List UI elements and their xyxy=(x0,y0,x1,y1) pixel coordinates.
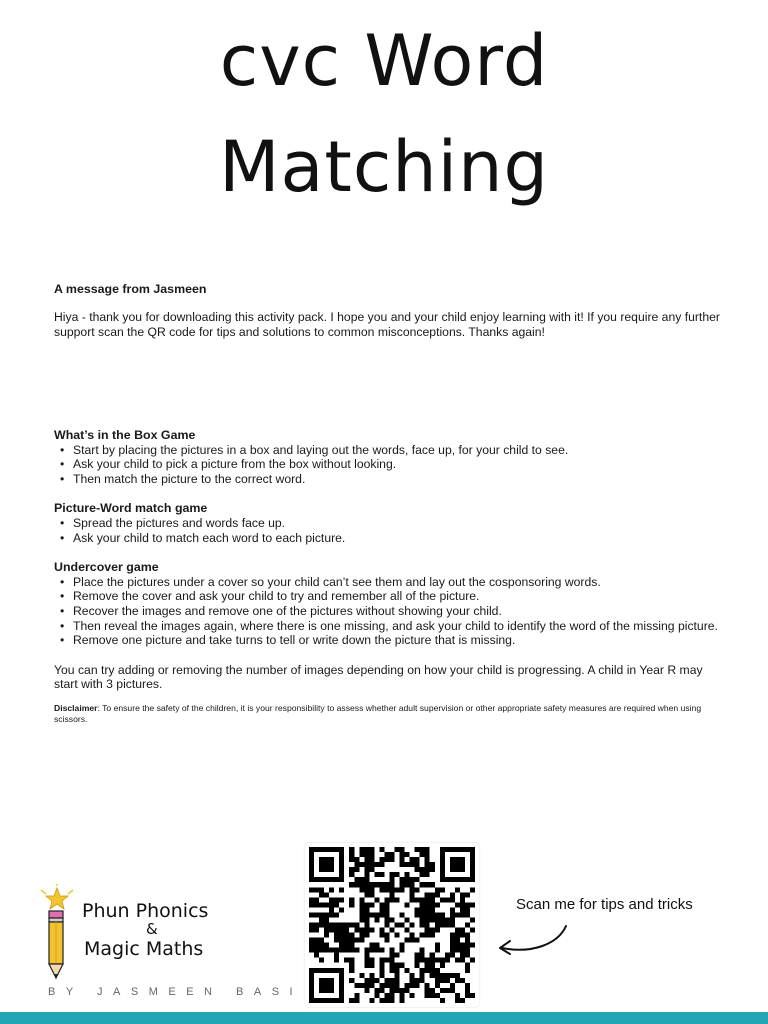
brand-name-line-1: Phun Phonics xyxy=(82,900,209,922)
message-heading: A message from Jasmeen xyxy=(54,282,207,296)
game-section-box xyxy=(54,428,726,486)
page-title-line-1: cvc Word xyxy=(219,20,549,102)
section-heading: Undercover game xyxy=(54,560,159,575)
disclaimer xyxy=(54,703,726,725)
instruction-list xyxy=(54,443,726,487)
star-icon xyxy=(41,884,73,909)
list-item: • Remove the cover and ask your child to try and remember all of the picture. xyxy=(54,589,726,604)
games-instructions xyxy=(54,428,726,725)
instruction-list xyxy=(54,575,726,648)
disclaimer-text: : To ensure the safety of the children, it is your responsibility to assess whether adult supervision or other appropriate safety measures are required when using scissors. xyxy=(54,702,702,724)
message-body: Hiya - thank you for downloading this activity pack. I hope you and your child enjoy learning with it! If you require any further support scan the QR code for tips and solutions to common misconceptions. Thanks again! xyxy=(54,310,720,339)
progress-note: You can try adding or removing the number of images depending on how your child is progressing. A child in Year R may start with 3 pictures. xyxy=(54,662,703,692)
list-item: • Then match the picture to the correct word. xyxy=(54,472,726,487)
brand-byline: BY JASMEEN BASI xyxy=(48,986,304,998)
brand-name-line-2: Magic Maths xyxy=(84,938,204,960)
qr-code[interactable] xyxy=(305,843,479,1007)
page-title-line-2: Matching xyxy=(219,126,549,208)
footer-bar xyxy=(0,1012,768,1024)
section-heading: What’s in the Box Game xyxy=(54,428,196,442)
list-item: • Recover the images and remove one of the pictures without showing your child. xyxy=(54,604,726,619)
game-section-picture-word xyxy=(54,501,726,545)
scan-caption: Scan me for tips and tricks xyxy=(516,896,693,913)
list-item: • Place the pictures under a cover so your child can’t see them and lay out the cosponsoring words. xyxy=(54,575,726,590)
section-heading: Picture-Word match game xyxy=(54,501,208,516)
brand-logo xyxy=(36,882,304,1002)
disclaimer-label: Disclaimer xyxy=(54,702,98,713)
brand-ampersand: & xyxy=(146,920,158,938)
list-item: • Start by placing the pictures in a box and laying out the words, face up, for your child to see. xyxy=(54,443,726,458)
list-item: • Remove one picture and take turns to tell or write down the picture that is missing. xyxy=(54,633,726,648)
pencil-icon xyxy=(38,884,76,982)
list-item: • Then reveal the images again, where there is one missing, and ask your child to identify the word of the missing picture. xyxy=(54,619,726,634)
qr-code-icon xyxy=(309,847,475,1003)
instruction-list xyxy=(54,516,726,545)
list-item: • Ask your child to pick a picture from the box without looking. xyxy=(54,457,726,472)
list-item: • Spread the pictures and words face up. xyxy=(54,516,726,531)
game-section-undercover xyxy=(54,560,726,648)
list-item: • Ask your child to match each word to each picture. xyxy=(54,531,726,546)
curved-arrow-icon xyxy=(492,922,572,962)
